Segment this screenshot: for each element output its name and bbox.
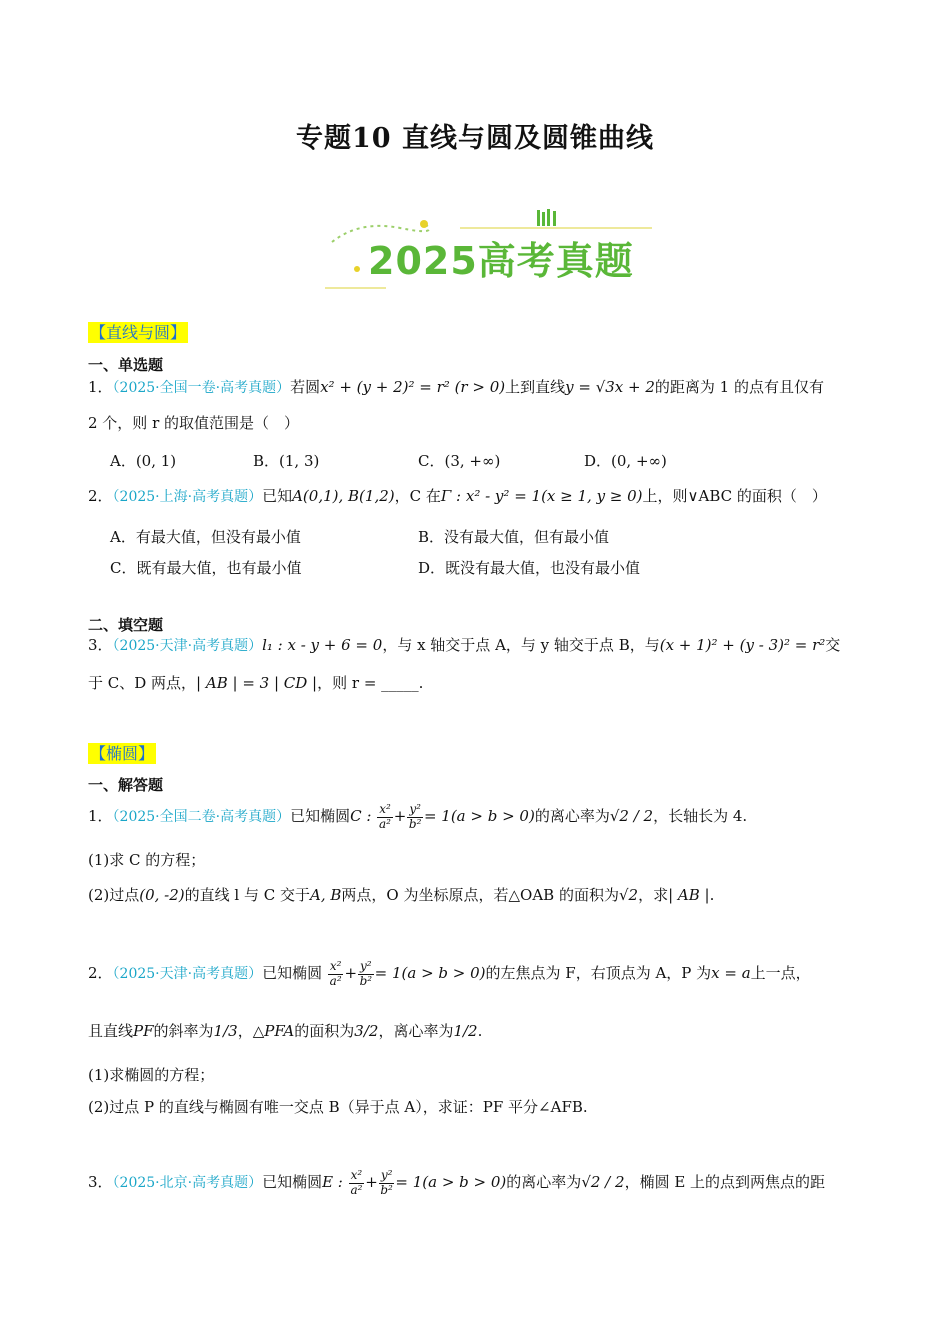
fraction-y2-b2: $\frac{\text{y²}}{\text{b²}}$	[380, 1168, 393, 1197]
ellipse-question-2-line-1: 2．（2025·天津·高考真题）已知椭圆 $\frac{\text{x²}}{\text{a²}}$ + $\frac{\text{y²}}{\text{b²}}$ = 1(a > b > 0)的左焦点为 F，右顶点为 A，P 为x = a上一点，	[88, 959, 811, 988]
q2-option-a: A．有最大值，但没有最小值	[110, 528, 301, 546]
q1-option-b: B．(1, 3)	[253, 452, 320, 470]
ellipse-q1-part2: (2)过点(0, -2)的直线 l 与 C 交于A, B两点，O 为坐标原点，若△OAB 的面积为√2，求| AB |.	[88, 886, 715, 904]
ellipse-question-2-line-2: 且直线PF的斜率为1/3，△PFA的面积为3/2，离心率为1/2.	[88, 1022, 483, 1040]
ellipse-question-1-line-1: 1．（2025·全国二卷·高考真题）已知椭圆C : $\frac{\text{x²}}{\text{a²}}$ + $\frac{\text{y²}}{\text{b²}}$ = 1(a > b > 0)的离心率为√2 / 2，长轴长为 4.	[88, 802, 748, 831]
fraction-x2-a2: $\frac{\text{x²}}{\text{a²}}$	[329, 959, 342, 988]
fraction-x2-a2: $\frac{\text{x²}}{\text{a²}}$	[350, 1168, 363, 1197]
fraction-x2-a2: $\frac{\text{x²}}{\text{a²}}$	[378, 802, 391, 831]
single-choice-heading: 一、单选题	[88, 356, 164, 374]
ellipse-q2-part1: (1)求椭圆的方程；	[88, 1066, 215, 1084]
question-1-line-2: 2 个，则 r 的取值范围是（ ）	[88, 414, 300, 432]
section-tag-lines-circles: 【直线与圆】	[90, 323, 187, 342]
q1-option-c: C．(3, +∞)	[418, 452, 501, 470]
question-1-line-1: 1．（2025·全国一卷·高考真题）若圆x² + (y + 2)² = r² (r > 0)上到直线y = √3x + 2的距离为 1 的点有且仅有	[88, 378, 824, 396]
fraction-y2-b2: $\frac{\text{y²}}{\text{b²}}$	[359, 959, 373, 988]
answer-heading: 一、解答题	[88, 776, 164, 794]
q2-option-b: B．没有最大值，但有最小值	[418, 528, 610, 546]
page-title: 专题10 直线与圆及圆锥曲线	[296, 123, 654, 154]
question-2-line-1: 2．（2025·上海·高考真题）已知A(0,1), B(1,2)，C 在Γ : x² - y² = 1(x ≥ 1, y ≥ 0)上，则∨ABC 的面积（ ）	[88, 487, 827, 505]
fraction-y2-b2: $\frac{\text{y²}}{\text{b²}}$	[408, 802, 422, 831]
ellipse-q2-part2: (2)过点 P 的直线与椭圆有唯一交点 B（异于点 A），求证：PF 平分∠AFB.	[88, 1098, 588, 1116]
q1-option-d: D．(0, +∞)	[584, 452, 667, 470]
banner	[320, 200, 660, 300]
q2-option-c: C．既有最大值，也有最小值	[110, 559, 302, 577]
section-tag-ellipse: 【椭圆】	[90, 744, 155, 763]
q2-option-d: D．既没有最大值，也没有最小值	[418, 559, 641, 577]
question-3-line-1: 3．（2025·天津·高考真题）l₁ : x - y + 6 = 0，与 x 轴交于点 A，与 y 轴交于点 B，与(x + 1)² + (y - 3)² = r²交	[88, 636, 841, 654]
ellipse-q1-part1: (1)求 C 的方程；	[88, 851, 206, 869]
q1-option-a: A．(0, 1)	[110, 452, 177, 470]
question-3-line-2: 于 C、D 两点，| AB | = 3 | CD |，则 r = _____.	[88, 674, 424, 692]
banner-text: 2025高考真题	[368, 239, 634, 283]
ellipse-question-3-line-1: 3．（2025·北京·高考真题）已知椭圆E : $\frac{\text{x²}}{\text{a²}}$ + $\frac{\text{y²}}{\text{b²}}$ = 1(a > b > 0)的离心率为√2 / 2，椭圆 E 上的点到两焦点的距	[88, 1168, 826, 1197]
fill-in-heading: 二、填空题	[88, 616, 164, 634]
